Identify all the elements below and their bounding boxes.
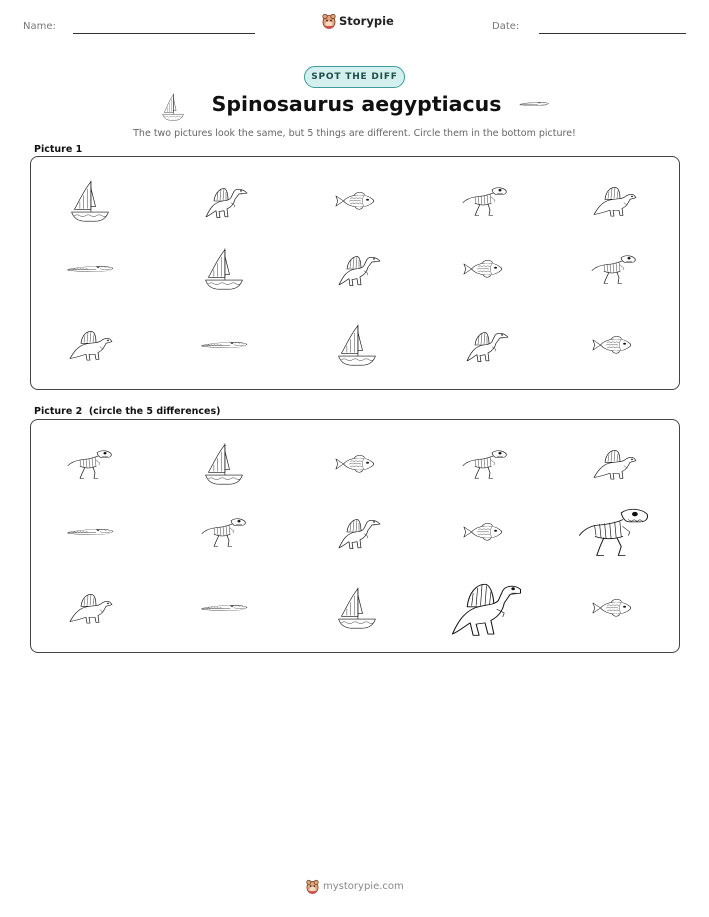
spinosaurus-small-icon[interactable] (65, 324, 115, 366)
date-line[interactable] (539, 33, 686, 34)
spinosaurus-small-icon[interactable] (589, 443, 639, 485)
dino-skeleton-large-icon[interactable] (578, 504, 650, 560)
picture-1-label: Picture 1 (34, 144, 83, 155)
spinosaurus-large-icon[interactable] (448, 577, 522, 639)
title-crocodile-icon (518, 97, 550, 111)
sailboat-icon[interactable] (201, 441, 247, 487)
footer-url: mystorypie.com (323, 881, 404, 892)
brand-name: Storypie (339, 14, 394, 28)
storypie-mascot-icon (306, 879, 319, 894)
dino-skeleton-icon[interactable] (65, 444, 115, 484)
title-sailboat-icon (160, 92, 186, 122)
picture-2-panel (30, 419, 680, 653)
dino-skeleton-icon[interactable] (589, 249, 639, 289)
fish-icon[interactable] (461, 253, 509, 285)
fish-icon[interactable] (461, 516, 509, 548)
dino-skeleton-icon[interactable] (460, 181, 510, 221)
spinosaurus-small-icon[interactable] (589, 180, 639, 222)
fish-icon[interactable] (333, 448, 381, 480)
spinosaurus-icon[interactable] (332, 510, 382, 554)
sailboat-icon[interactable] (334, 585, 380, 631)
spot-the-diff-badge: SPOT THE DIFF (304, 66, 405, 88)
fish-icon[interactable] (333, 185, 381, 217)
picture-1-panel (30, 156, 680, 390)
fish-icon[interactable] (590, 329, 638, 361)
sailboat-icon[interactable] (201, 246, 247, 292)
brand-logo (322, 13, 394, 29)
crocodile-icon[interactable] (65, 258, 115, 280)
instructions: The two pictures look the same, but 5 things are different. Circle them in the bottom picture! (133, 128, 576, 139)
fish-icon[interactable] (590, 592, 638, 624)
dino-skeleton-icon[interactable] (199, 512, 249, 552)
picture-2-label: Picture 2 (circle the 5 differences) (34, 406, 221, 417)
name-label: Name: (23, 21, 56, 32)
dino-skeleton-icon[interactable] (460, 444, 510, 484)
spinosaurus-icon[interactable] (332, 247, 382, 291)
storypie-mascot-icon (322, 13, 336, 29)
spinosaurus-icon[interactable] (199, 179, 249, 223)
spinosaurus-small-icon[interactable] (65, 587, 115, 629)
crocodile-icon[interactable] (65, 521, 115, 543)
sailboat-icon[interactable] (334, 322, 380, 368)
date-label: Date: (492, 21, 520, 32)
spinosaurus-icon[interactable] (460, 323, 510, 367)
page-title: Spinosaurus aegyptiacus (211, 92, 502, 116)
footer (306, 879, 404, 894)
crocodile-icon[interactable] (199, 334, 249, 356)
name-line[interactable] (73, 33, 255, 34)
crocodile-icon[interactable] (199, 597, 249, 619)
sailboat-icon[interactable] (67, 178, 113, 224)
